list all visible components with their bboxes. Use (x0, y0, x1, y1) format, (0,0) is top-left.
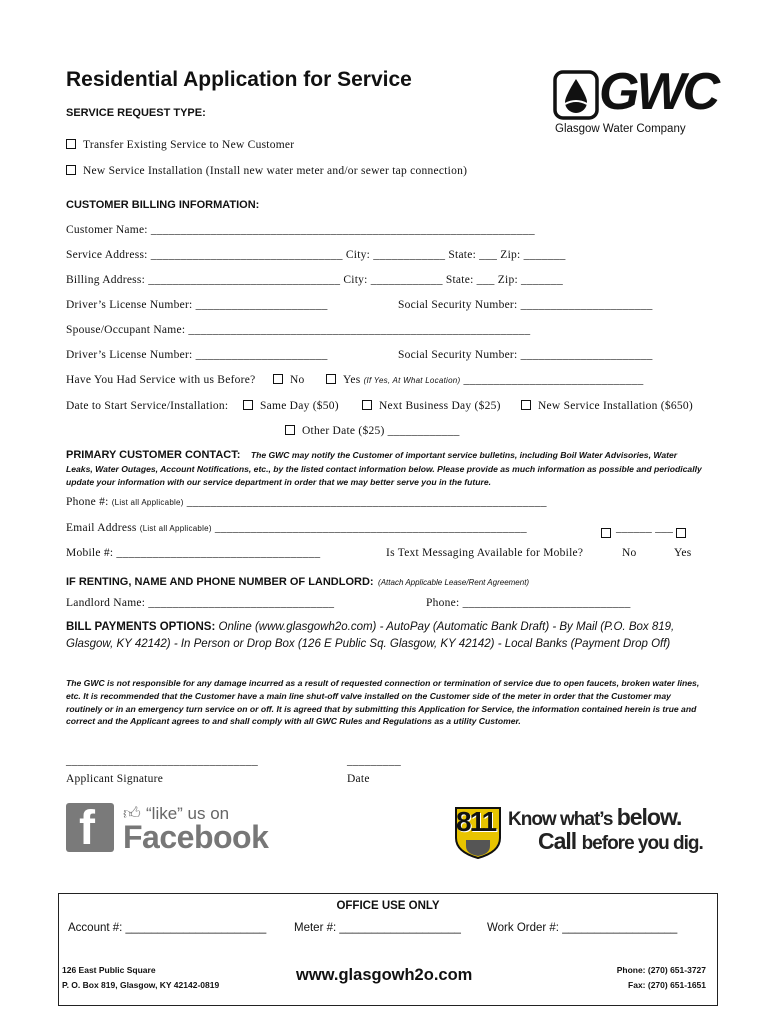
checkbox[interactable] (521, 400, 531, 410)
facebook-wordmark: Facebook (123, 819, 269, 855)
had-service-yes[interactable]: Yes (If Yes, At What Location) ______________________________ (326, 374, 644, 386)
phone-field[interactable]: Phone #: (List all Applicable) ____________________________________________________________ (66, 496, 547, 508)
gwc-logo (553, 63, 718, 138)
work-order-field[interactable]: Work Order #: __________________ (487, 922, 678, 934)
checkbox[interactable] (285, 425, 295, 435)
num-811: 811 (456, 806, 496, 837)
like-us-text: “like” us on (146, 804, 230, 823)
landlord-name-field[interactable]: Landlord Name: _______________________________ (66, 597, 335, 609)
location-field[interactable]: ______________________________ (463, 374, 644, 386)
address-line-1: 126 East Public Square (62, 965, 156, 975)
checkbox[interactable] (326, 374, 336, 384)
date-label: Date (347, 773, 370, 785)
checkbox[interactable] (66, 165, 76, 175)
drivers-license-field-2[interactable]: Driver’s License Number: ______________________ (66, 349, 328, 361)
disclaimer: The GWC is not responsible for any damage incurred as a result of requested connection or termination of service due to open faucets, broken water lines, etc. It is recommended that the Customer have a main line shut-off valve installed on the Customer side of the meter in order that the Customer may routinely or in an emergency turn service on or off. It is agreed that by submitting this Application for Service, the information contained herein is true and correct and the Applicant agrees to and shall comply with all GWC Rules and Regulations as a utility Customer. (66, 678, 700, 727)
option-next-business-day[interactable]: Next Business Day ($25) (362, 400, 501, 412)
landlord-phone-field[interactable]: Phone: ____________________________ (426, 597, 631, 609)
footer-address (62, 963, 219, 993)
footer-fax: Fax: (270) 651-1651 (628, 980, 706, 990)
drivers-license-field[interactable]: Driver’s License Number: ______________________ (66, 299, 328, 311)
ssn-field[interactable]: Social Security Number: ______________________ (398, 299, 653, 311)
landlord-header: IF RENTING, NAME AND PHONE NUMBER OF LANDLORD: (66, 576, 374, 588)
primary-contact-block (66, 448, 706, 489)
checkbox[interactable] (66, 139, 76, 149)
email-field[interactable]: Email Address (List all Applicable) ____________________________________________________ (66, 522, 527, 534)
if-yes-hint: (If Yes, At What Location) (363, 376, 461, 385)
option-same-day[interactable]: Same Day ($50) (243, 400, 339, 412)
billing-address-field[interactable]: Billing Address: ________________________________ City: ____________ State: ___ Zip: _______ (66, 274, 564, 286)
footer-contact (560, 963, 706, 993)
option-other-date[interactable]: Other Date ($25) ____________ (285, 425, 460, 437)
service-address-field[interactable]: Service Address: ________________________________ City: ____________ State: ___ Zip: _______ (66, 249, 566, 261)
email-checkbox-2[interactable] (676, 528, 686, 538)
checkbox[interactable] (243, 400, 253, 410)
logo-company-name: Glasgow Water Company (555, 123, 686, 135)
know-whats-below: Know what’s below. (508, 804, 682, 830)
office-use-header: OFFICE USE ONLY (336, 900, 440, 912)
email-checkbox-1[interactable] (601, 528, 611, 538)
footer-phone: Phone: (270) 651-3727 (616, 965, 706, 975)
signature-line[interactable]: ________________________________ (66, 755, 258, 767)
facebook-badge[interactable] (66, 803, 276, 855)
account-number-field[interactable]: Account #: ______________________ (68, 922, 267, 934)
spouse-name-field[interactable]: Spouse/Occupant Name: _________________________________________________________ (66, 324, 531, 336)
primary-contact-header: PRIMARY CUSTOMER CONTACT: (66, 449, 241, 461)
text-messaging-question: Is Text Messaging Available for Mobile? (386, 547, 584, 559)
billing-header: CUSTOMER BILLING INFORMATION: (66, 199, 260, 211)
meter-number-field[interactable]: Meter #: ___________________ (294, 922, 461, 934)
option-new-installation[interactable]: New Service Installation ($650) (521, 400, 693, 412)
customer-name-field[interactable]: Customer Name: ________________________________________________________________ (66, 224, 535, 236)
mobile-field[interactable]: Mobile #: __________________________________ (66, 547, 321, 559)
page-title: Residential Application for Service (66, 68, 412, 91)
address-line-2: P. O. Box 819, Glasgow, KY 42142-0819 (62, 980, 220, 990)
primary-contact-notice: The GWC may notify the Customer of important service bulletins, including Boil Water Advisories, Water Leaks, Water Outages, Account Notifications, etc., by the listed contact information below. Please provide as much information as possible and periodically update your information with our service department in order that we may better serve you in the future. (66, 450, 702, 487)
signature-label: Applicant Signature (66, 773, 164, 785)
date-line[interactable]: _________ (347, 755, 401, 767)
bill-payments-header: BILL PAYMENTS OPTIONS: (66, 621, 216, 633)
thumbs-up-icon: 👍︎ (123, 804, 141, 823)
option-transfer[interactable]: Transfer Existing Service to New Customer (66, 139, 294, 151)
landlord-hint: (Attach Applicable Lease/Rent Agreement) (378, 578, 530, 587)
bill-payments-block (66, 619, 711, 653)
facebook-icon: f (66, 803, 114, 852)
had-service-question: Have You Had Service with us Before? (66, 374, 256, 386)
text-no-option[interactable]: No (622, 547, 637, 559)
footer-website[interactable]: www.glasgowh2o.com (296, 966, 473, 984)
had-service-no[interactable]: No (273, 374, 305, 386)
ssn-field-2[interactable]: Social Security Number: ______________________ (398, 349, 653, 361)
option-new-install[interactable]: New Service Installation (Install new water meter and/or sewer tap connection) (66, 165, 467, 177)
landlord-header-row (66, 572, 529, 590)
service-request-header: SERVICE REQUEST TYPE: (66, 107, 206, 119)
call-811-badge[interactable] (452, 800, 708, 860)
bill-payments-text: Online (www.glasgowh2o.com) - AutoPay (Automatic Bank Draft) - By Mail (P.O. Box 819, Glasgow, KY 42142) - In Person or Drop Box (126 E Public Sq. Glasgow, KY 42142) - Local Banks (Payment Drop Off) (66, 621, 675, 650)
checkbox[interactable] (362, 400, 372, 410)
text-yes-option[interactable]: Yes (674, 547, 692, 559)
water-drop-icon (553, 70, 599, 120)
start-date-label: Date to Start Service/Installation: (66, 400, 229, 412)
email-tail-line: ______ ___ (616, 522, 674, 534)
call-before-you-dig: Call before you dig. (538, 828, 703, 854)
checkbox[interactable] (273, 374, 283, 384)
logo-mark: GWC (599, 63, 718, 121)
